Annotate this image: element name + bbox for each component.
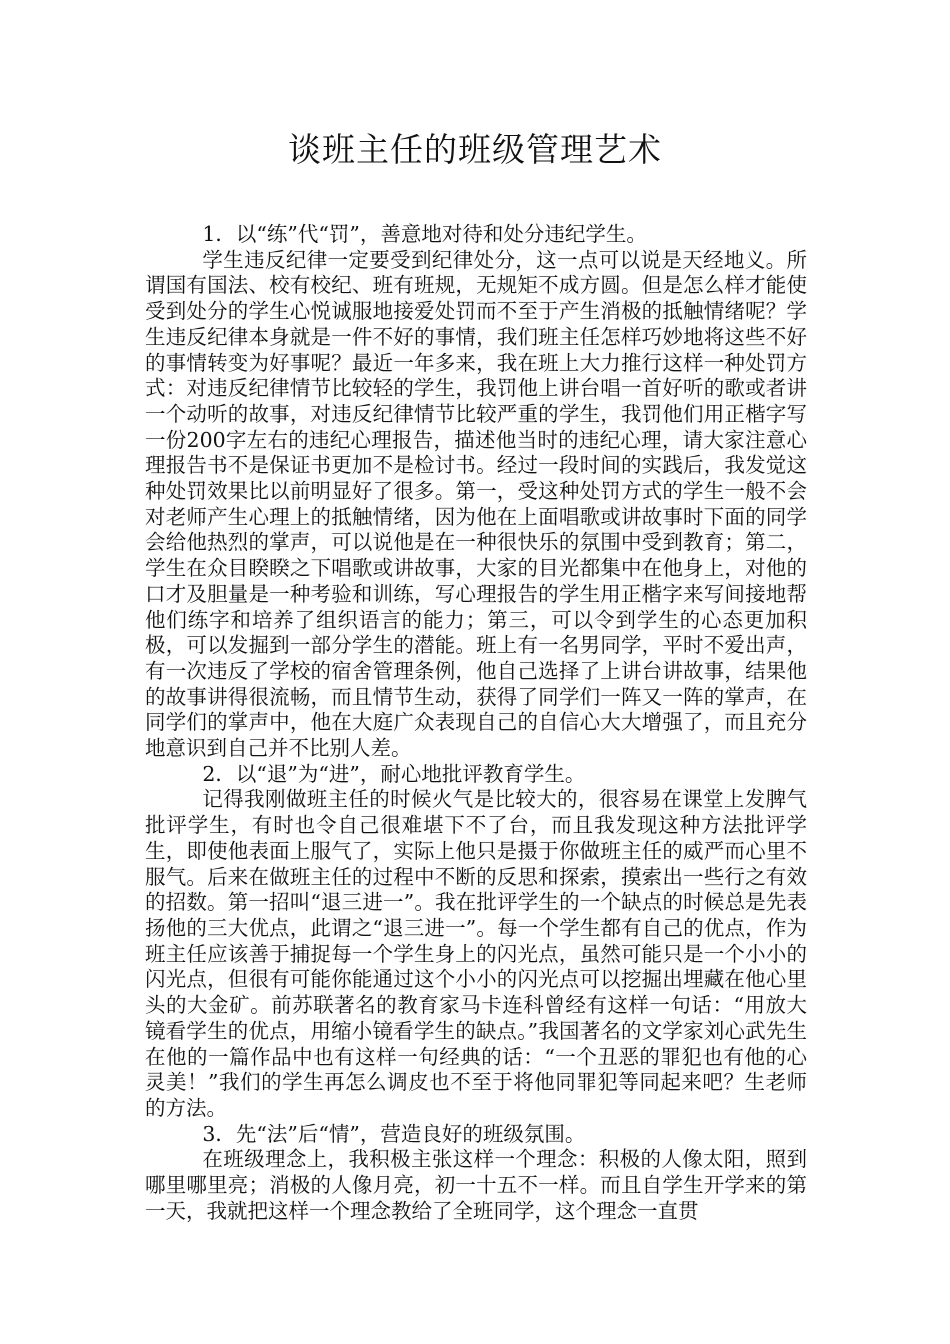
section-paragraph-3: 在班级理念上，我积极主张这样一个理念：积极的人像太阳，照到哪里哪里亮；消极的人像月亮，初一十五不一样。而且自学生开学来的第一天，我就把这样一个理念教给了全班同学，这个理念一直贯 (145, 1147, 807, 1223)
section-heading-2: 2．以“退”为“进”，耐心地批评教育学生。 (202, 761, 586, 786)
section-paragraph-1: 学生违反纪律一定要受到纪律处分，这一点可以说是天经地义。所谓国有国法、校有校纪、班有班规，无规矩不成方圆。但是怎么样才能使受到处分的学生心悦诚服地接爱处罚而不至于产生消极的抵触情绪呢？学生违反纪律本身就是一件不好的事情，我们班主任怎样巧妙地将这些不好的事情转变为好事呢？最近一年多来，我在班上大力推行这样一种处罚方式：对违反纪律情节比较轻的学生，我罚他上讲台唱一首好听的歌或者讲一个动听的故事，对违反纪律情节比较严重的学生，我罚他们用正楷字写一份200字左右的违纪心理报告，描述他当时的违纪心理，请大家注意心理报告书不是保证书更加不是检讨书。经过一段时间的实践后，我发觉这种处罚效果比以前明显好了很多。第一，受这种处罚方式的学生一般不会对老师产生心理上的抵触情绪，因为他在上面唱歌或讲故事时下面的同学会给他热烈的掌声，可以说他是在一种很快乐的氛围中受到教育；第二，学生在众目睽睽之下唱歌或讲故事，大家的目光都集中在他身上，对他的口才及胆量是一种考验和训练，写心理报告的学生用正楷字来写间接地帮他们练字和培养了组织语言的能力；第三，可以令到学生的心态更加积极，可以发掘到一部分学生的潜能。班上有一名男同学，平时不爱出声，有一次违反了学校的宿舍管理条例，他自己选择了上讲台讲故事，结果他的故事讲得很流畅，而且情节生动，获得了同学们一阵又一阵的掌声，在同学们的掌声中，他在大庭广众表现自己的自信心大大增强了，而且充分地意识到自己并不比别人差。 (145, 247, 807, 761)
section-paragraph-2: 记得我刚做班主任的时候火气是比较大的，很容易在课堂上发脾气批评学生，有时也令自己很难堪下不了台，而且我发现这种方法批评学生，即使他表面上服气了，实际上他只是摄于你做班主任的威严而心里不服气。后来在做班主任的过程中不断的反思和探索，摸索出一些行之有效的招数。第一招叫“退三进一”。我在批评学生的一个缺点的时候总是先表扬他的三大优点，此谓之“退三进一”。每一个学生都有自己的优点，作为班主任应该善于捕捉每一个学生身上的闪光点，虽然可能只是一个小小的闪光点，但很有可能你能通过这个小小的闪光点可以挖掘出埋藏在他心里头的大金矿。前苏联著名的教育家马卡连科曾经有这样一句话：“用放大镜看学生的优点，用缩小镜看学生的缺点。”我国著名的文学家刘心武先生在他的一篇作品中也有这样一句经典的话：“一个丑恶的罪犯也有他的心灵美！”我们的学生再怎么调皮也不至于将他同罪犯等同起来吧？生老师的方法。 (145, 787, 807, 1120)
section-heading-1: 1．以“练”代“罚”，善意地对待和处分违纪学生。 (202, 222, 647, 246)
document-title: 谈班主任的班级管理艺术 (288, 130, 662, 169)
section-heading-3: 3．先“法”后“情”，营造良好的班级氛围。 (202, 1121, 586, 1146)
document-body (145, 222, 807, 1224)
